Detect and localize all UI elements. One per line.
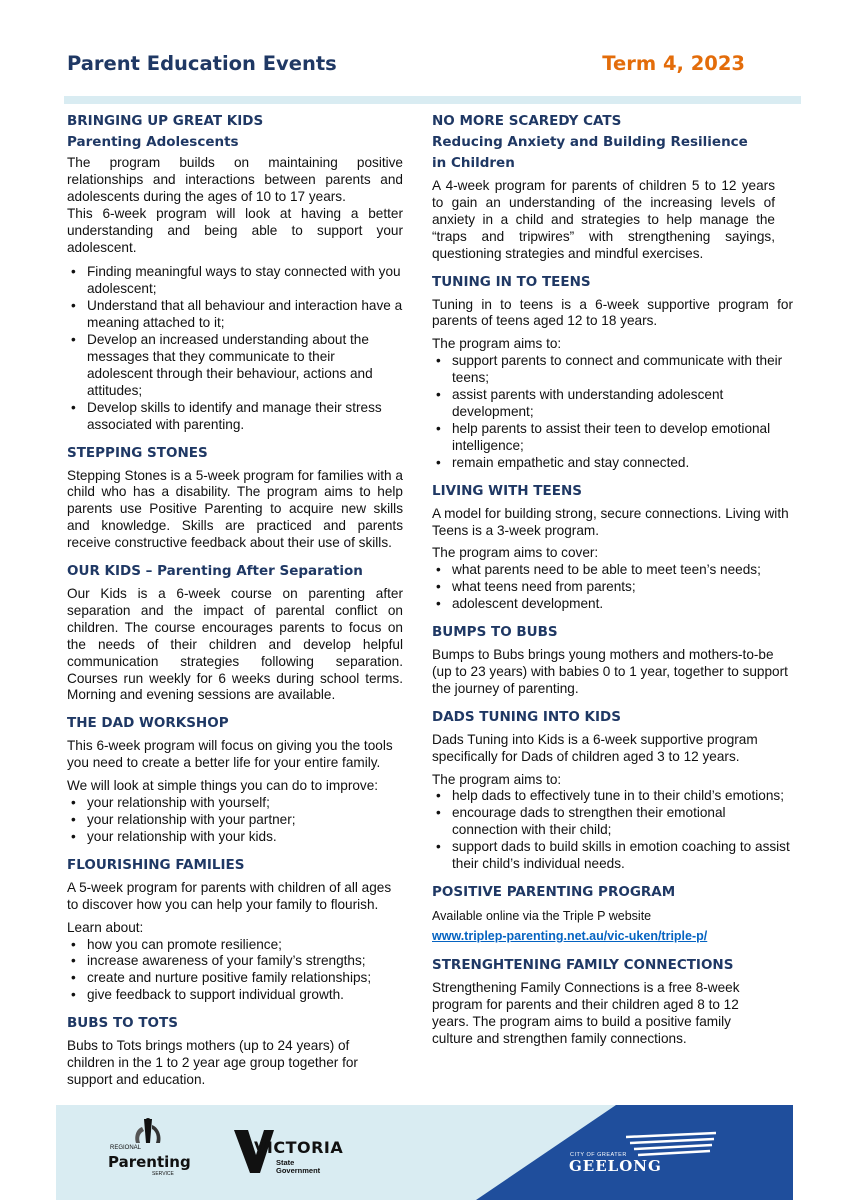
victoria-government-text: Government	[276, 1166, 321, 1175]
section-paragraph: This 6-week program will focus on giving you the tools you need to create a better life for your entire family.	[67, 738, 393, 771]
regional-parenting-service-logo	[106, 1117, 186, 1185]
section-paragraph: Dads Tuning into Kids is a 6-week supportive program specifically for Dads of children aged 3 to 12 years.	[432, 731, 758, 764]
section-our-kids	[67, 561, 403, 704]
list-item: • what parents need to be able to meet teen’s needs;	[432, 562, 793, 579]
list-item: • help dads to effectively tune in to their child’s emotions;	[432, 788, 793, 805]
list-item: • assist parents with understanding adolescent development;	[432, 387, 793, 421]
section-heading: NO MORE SCAREDY CATS	[432, 113, 622, 129]
list-item: • support dads to build skills in emotion coaching to assist their child’s individual needs.	[432, 839, 793, 873]
victoria-wordmark: VICTORIA	[254, 1138, 344, 1157]
list-item: • your relationship with yourself;	[67, 795, 403, 812]
section-paragraph: Bumps to Bubs brings young mothers and mothers-to-be (up to 23 years) with babies 0 to 1 year, together to support the journey of parenting.	[432, 647, 788, 696]
section-paragraph: A 4-week program for parents of children 5 to 12 years to gain an understanding of the increasing levels of anxiety in a child and strategies to help manage the “traps and tripwires” with strengthening sayings, questioning strategies and mindful exercises.	[432, 178, 775, 261]
section-paragraph: Tuning in to teens is a 6-week supportive program for parents of teens aged 12 to 18 years.	[432, 296, 793, 329]
section-heading: POSITIVE PARENTING PROGRAM	[432, 884, 676, 900]
section-tuning-in-to-teens	[432, 272, 793, 472]
section-heading: BUBS TO TOTS	[67, 1015, 178, 1032]
section-paragraph: Available online via the Triple P website	[432, 909, 652, 923]
section-paragraph: A model for building strong, secure connections. Living with Teens is a 3-week program.	[432, 505, 789, 538]
section-no-more-scaredy-cats	[432, 111, 793, 263]
list-item: • support parents to connect and communicate with their teens;	[432, 353, 793, 387]
list-item: • encourage dads to strengthen their emotional connection with their child;	[432, 805, 793, 839]
section-heading: THE DAD WORKSHOP	[67, 715, 229, 732]
section-heading: FLOURISHING FAMILIES	[67, 856, 245, 873]
section-bubs-to-tots	[67, 1013, 403, 1089]
geelong-waves-icon	[626, 1131, 716, 1159]
list-item: • Understand that all behaviour and interaction have a meaning attached to it;	[67, 298, 403, 332]
page-title: Parent Education Events	[67, 52, 337, 75]
section-heading: LIVING WITH TEENS	[432, 482, 582, 499]
bullet-list	[432, 562, 793, 613]
section-positive-parenting	[432, 882, 793, 946]
list-item: • give feedback to support individual growth.	[67, 987, 403, 1004]
section-bumps-to-bubs	[432, 622, 793, 698]
section-heading: DADS TUNING INTO KIDS	[432, 708, 621, 725]
left-column	[67, 111, 403, 1098]
section-dads-tuning-into-kids	[432, 707, 793, 873]
section-heading: TUNING IN TO TEENS	[432, 273, 591, 290]
geelong-wordmark: GEELONG	[569, 1157, 662, 1175]
section-paragraph: The program aims to:	[432, 336, 562, 352]
section-paragraph: The program aims to cover:	[432, 545, 599, 561]
section-bringing-up-great-kids	[67, 111, 403, 434]
list-item: • what teens need from parents;	[432, 579, 793, 596]
section-heading: OUR KIDS – Parenting After Separation	[67, 563, 363, 580]
bullet-list	[432, 353, 793, 471]
victoria-state-text: State	[276, 1158, 295, 1167]
section-living-with-teens	[432, 481, 793, 613]
list-item: • Develop skills to identify and manage their stress associated with parenting.	[67, 400, 403, 434]
section-paragraph: A 5-week program for parents with children of all ages to discover how you can help your family to flourish.	[67, 879, 392, 912]
title-divider	[64, 96, 801, 104]
victoria-subtext	[276, 1159, 320, 1175]
list-item: • adolescent development.	[432, 596, 793, 613]
section-strengthening-family	[432, 955, 793, 1048]
bullet-list	[432, 788, 793, 873]
section-subheading: Reducing Anxiety and Building Resilience in Children	[432, 134, 748, 171]
section-paragraph: The program aims to:	[432, 771, 562, 787]
list-item: • remain empathetic and stay connected.	[432, 455, 793, 472]
section-paragraph: Strengthening Family Connections is a free 8-week program for parents and their children aged 8 to 12 years. The program aims to build a positive family culture and strengthen family connections.	[432, 980, 740, 1046]
rps-top-text: REGIONAL	[110, 1145, 142, 1151]
section-paragraph: We will look at simple things you can do to improve:	[67, 778, 379, 794]
footer-band	[56, 1105, 793, 1200]
list-item: • your relationship with your kids.	[67, 829, 403, 846]
geelong-city-text: CITY OF GREATER	[570, 1152, 627, 1158]
section-heading: STEPPING STONES	[67, 444, 208, 461]
list-item: • increase awareness of your family’s strengths;	[67, 953, 403, 970]
section-stepping-stones	[67, 443, 403, 553]
list-item: • how you can promote resilience;	[67, 937, 403, 954]
section-heading: STRENGHTENING FAMILY CONNECTIONS	[432, 957, 734, 973]
bullet-list	[67, 264, 403, 433]
section-subheading: Parenting Adolescents	[67, 134, 239, 150]
bullet-list	[67, 795, 403, 846]
list-item: • help parents to assist their teen to develop emotional intelligence;	[432, 421, 793, 455]
rps-wordmark: Parenting	[108, 1153, 191, 1171]
right-column	[432, 111, 793, 1057]
rps-bottom-text: SERVICE	[152, 1171, 174, 1177]
bullet-list	[67, 937, 403, 1005]
section-paragraph: Stepping Stones is a 5-week program for families with a child who has a disability. The program aims to help parents use Positive Parenting to acquire new skills and knowledge. Skills are practiced and parents receive constructive feedback about their use of skills.	[67, 467, 403, 551]
section-paragraph: Bubs to Tots brings mothers (up to 24 years) of children in the 1 to 2 year age group together for support and education.	[67, 1038, 358, 1087]
section-flourishing-families	[67, 855, 403, 1004]
list-item: • your relationship with your partner;	[67, 812, 403, 829]
section-paragraph: Learn about:	[67, 919, 144, 935]
list-item: • create and nurture positive family relationships;	[67, 970, 403, 987]
list-item: • Develop an increased understanding about the messages that they communicate to their adolescent through their behaviour, actions and attitudes;	[67, 332, 403, 400]
section-paragraph: This 6-week program will look at having a better understanding and being able to support your adolescent.	[67, 205, 403, 255]
section-paragraph: The program builds on maintaining positive relationships and interactions between parents and adolescents during the ages of 10 to 17 years.	[67, 155, 403, 204]
list-item: • Finding meaningful ways to stay connected with you adolescent;	[67, 264, 403, 298]
section-dad-workshop	[67, 713, 403, 845]
section-heading: BUMPS TO BUBS	[432, 624, 558, 641]
page-term: Term 4, 2023	[602, 52, 745, 75]
section-heading: BRINGING UP GREAT KIDS	[67, 113, 264, 129]
triple-p-link[interactable]: www.triplep-parenting.net.au/vic-uken/triple-p/	[432, 929, 708, 943]
section-paragraph: Our Kids is a 6-week course on parenting after separation and the impact of parental conflict on children. The course encourages parents to focus on the needs of their children and develop helpful communication strategies following separation. Courses run weekly for 6 weeks during school terms. Morning and evening sessions are available.	[67, 586, 403, 703]
